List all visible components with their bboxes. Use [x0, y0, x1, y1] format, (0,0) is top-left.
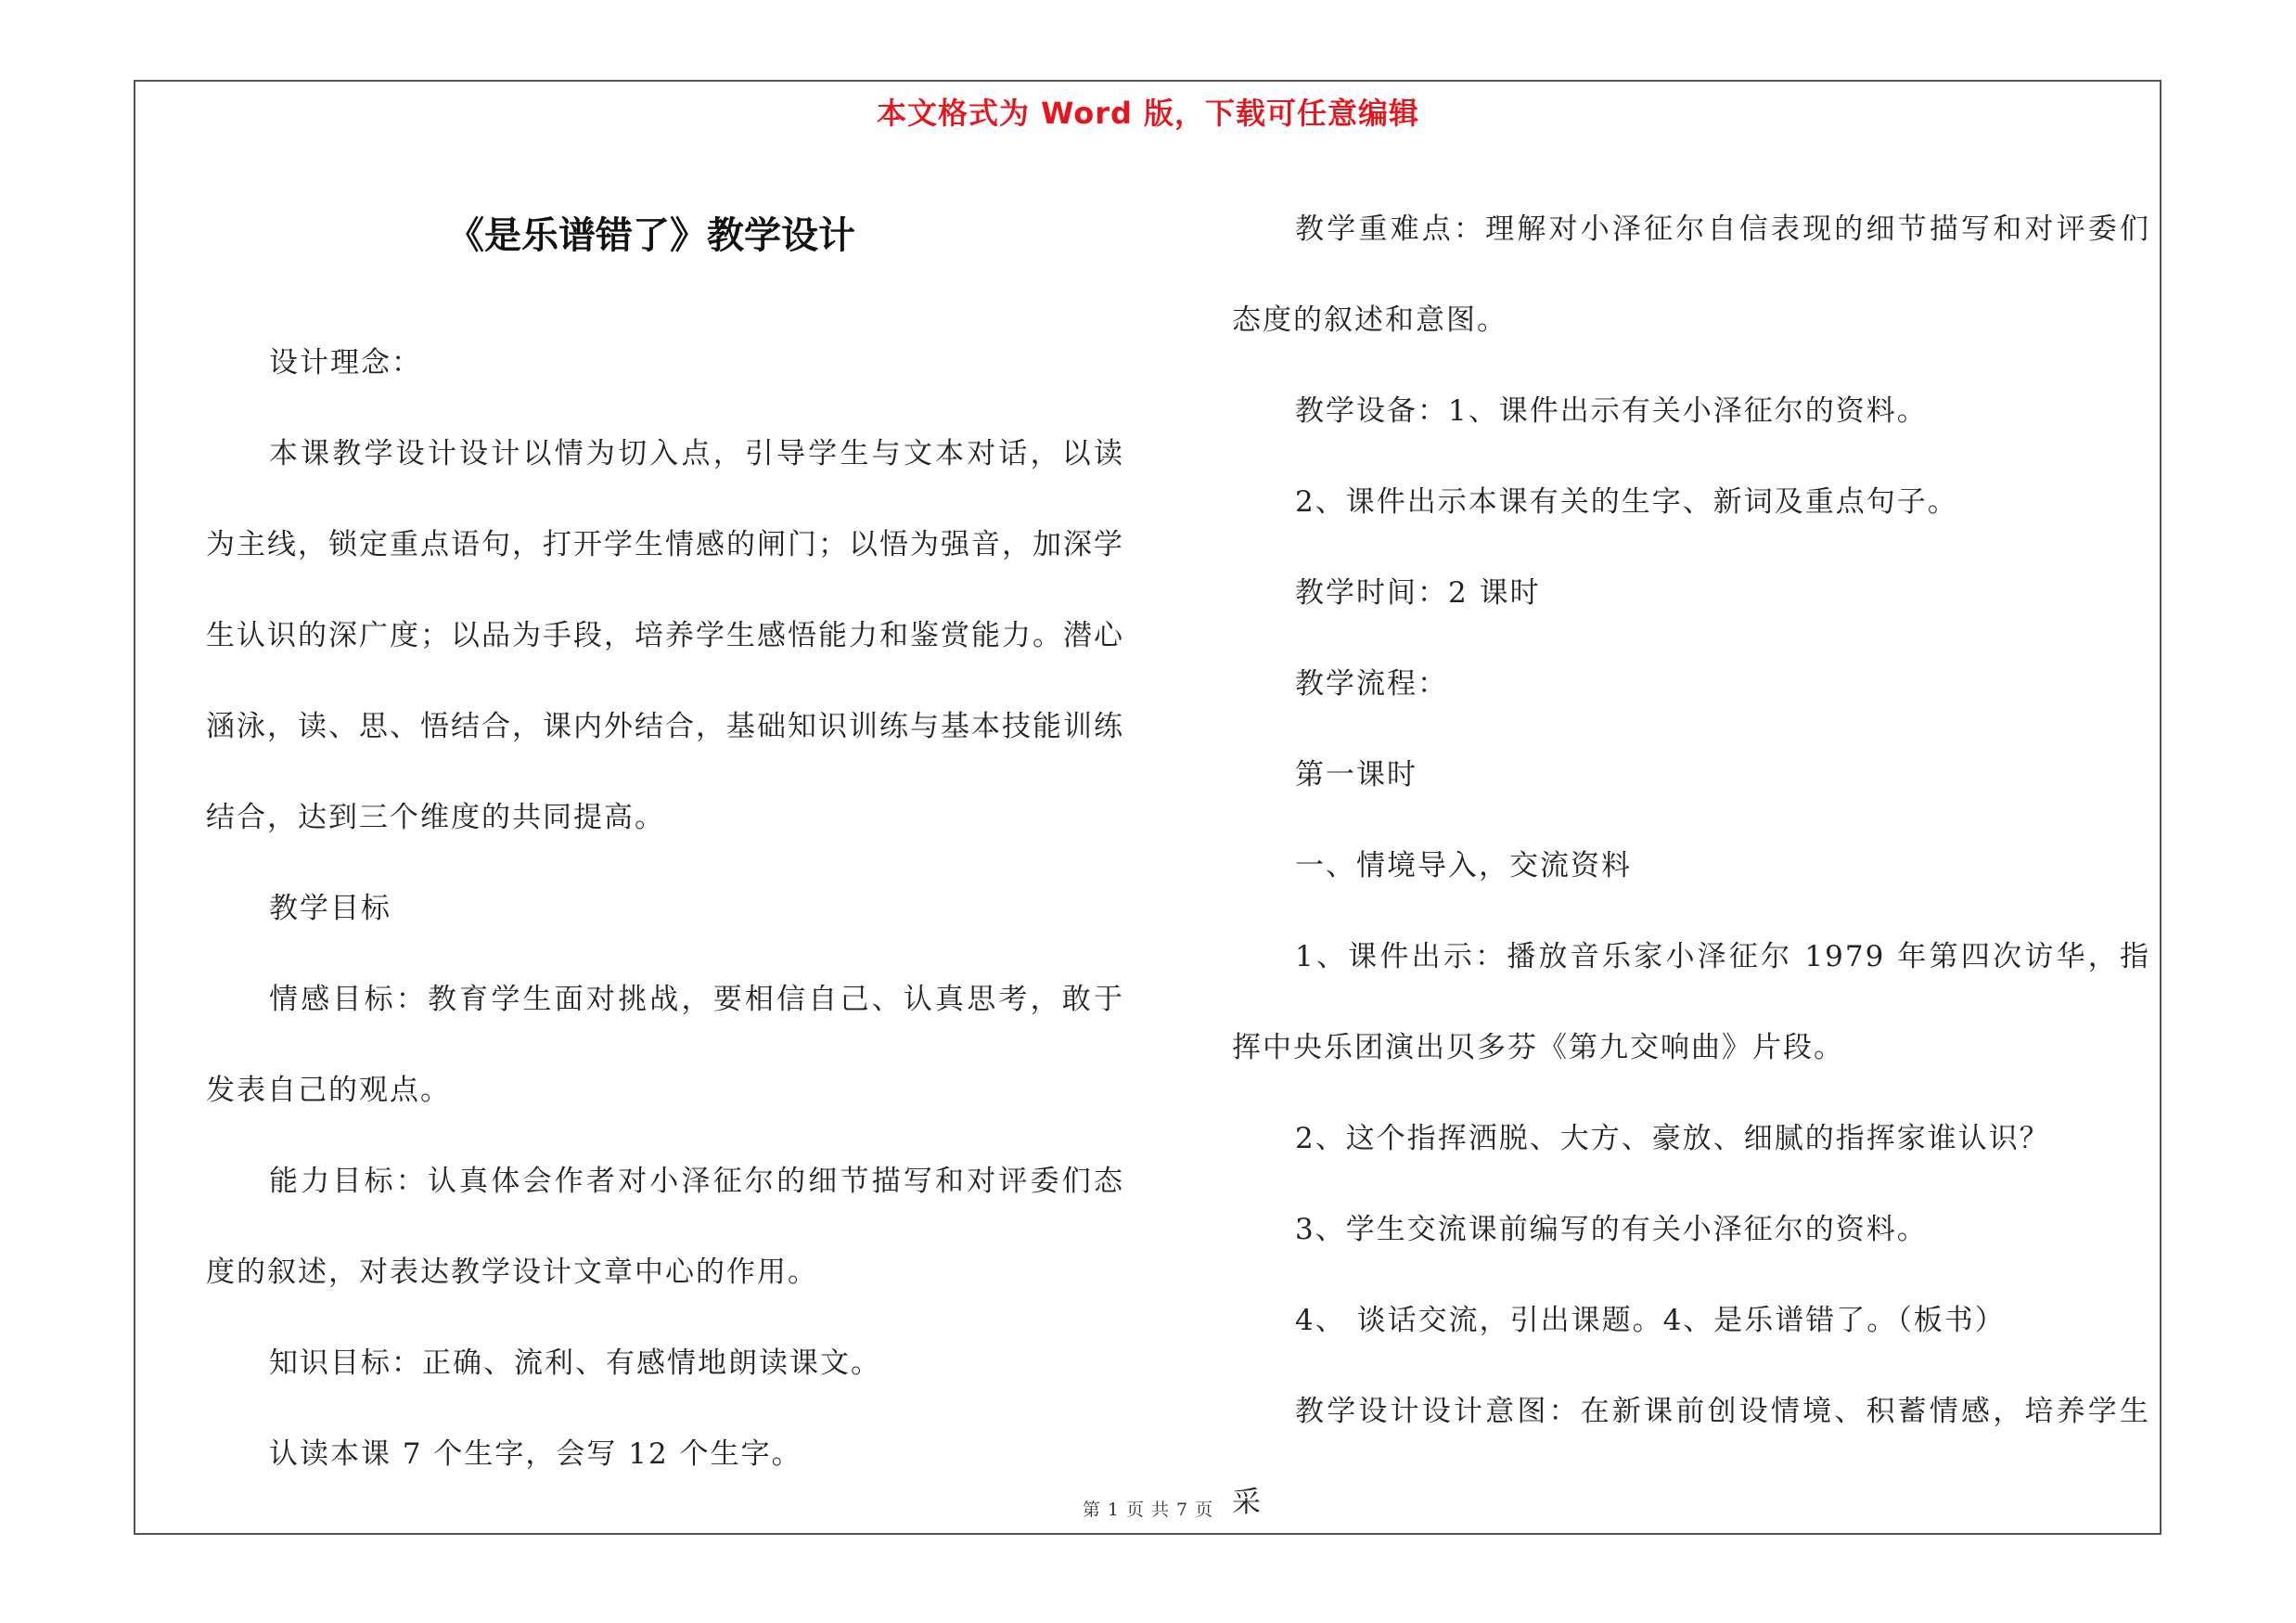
format-banner: 本文格式为 Word 版，下载可任意编辑 [876, 96, 1420, 131]
paragraph: 教学时间：2 课时 [1295, 576, 1541, 610]
document-title: 《是乐谱错了》教学设计 [447, 214, 855, 257]
paragraph: 1、课件出示：播放音乐家小泽征尔 1979 年第四次访华，指挥中央乐团演出贝多芬《第九交响曲》片段。 [1232, 940, 2150, 1064]
paragraph: 一、情境导入，交流资料 [1295, 849, 1632, 882]
paragraph: 教学重难点：理解对小泽征尔自信表现的细节描写和对评委们态度的叙述和意图。 [1232, 213, 2150, 337]
paragraph: 教学目标 [269, 892, 391, 925]
paragraph: 4、 谈话交流，引出课题。4、是乐谱错了。（板书） [1295, 1304, 2006, 1337]
paragraph: 2、这个指挥洒脱、大方、豪放、细腻的指挥家谁认识？ [1295, 1122, 2050, 1155]
paragraph: 教学流程： [1295, 667, 1448, 701]
paragraph: 情感目标：教育学生面对挑战，要相信自己、认真思考，敢于发表自己的观点。 [206, 983, 1124, 1107]
page-number: 第 1 页 共 7 页 [1082, 1500, 1214, 1520]
paragraph: 教学设备：1、课件出示有关小泽征尔的资料。 [1295, 394, 1928, 428]
paragraph: 3、学生交流课前编写的有关小泽征尔的资料。 [1295, 1213, 1928, 1246]
paragraph: 本课教学设计设计以情为切入点，引导学生与文本对话，以读为主线，锁定重点语句，打开学生情感的闸门；以悟为强音，加深学生认识的深广度；以品为手段，培养学生感悟能力和鉴赏能力。潜心涵泳，读、思、悟结合，课内外结合，基础知识训练与基本技能训练结合，达到三个维度的共同提高。 [206, 437, 1124, 834]
paragraph: 认读本课 7 个生字，会写 12 个生字。 [269, 1437, 802, 1471]
paragraph: 教学设计设计意图：在新课前创设情境、积蓄情感，培养学生采 [1232, 1395, 2150, 1519]
paragraph: 能力目标：认真体会作者对小泽征尔的细节描写和对评委们态度的叙述，对表达教学设计文章中心的作用。 [206, 1165, 1124, 1289]
paragraph: 2、课件出示本课有关的生字、新词及重点句子。 [1295, 485, 1958, 519]
paragraph: 设计理念： [269, 346, 422, 380]
right-column [1232, 184, 2160, 1548]
paragraph: 第一课时 [1295, 758, 1417, 792]
left-column [206, 210, 1134, 1500]
paragraph: 知识目标：正确、流利、有感情地朗读课文。 [269, 1346, 881, 1380]
